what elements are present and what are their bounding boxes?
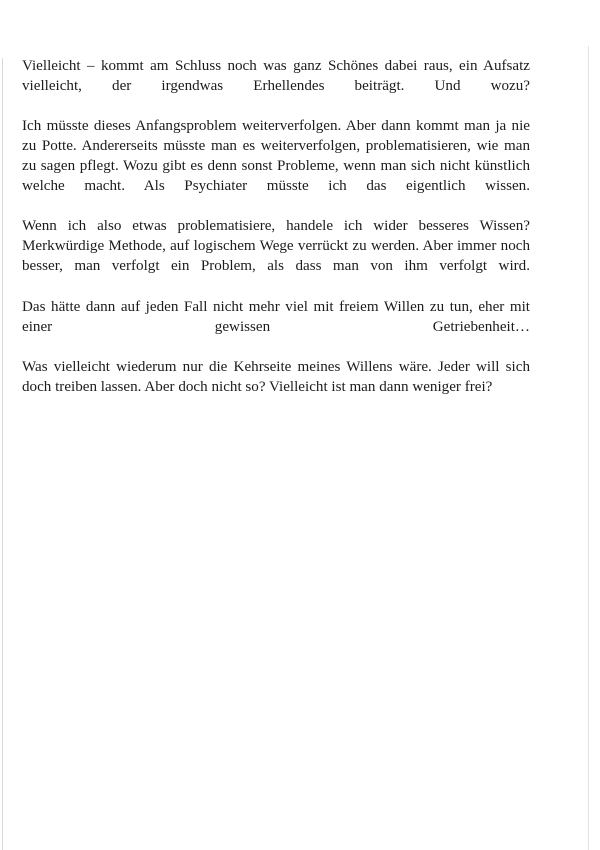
scan-edge-line-right [588, 46, 589, 850]
paragraph: Vielleicht – kommt am Schluss noch was ganz Schönes dabei raus, ein Aufsatz vielleicht, der irgendwas Erhellendes beiträgt. Und wozu? [22, 58, 530, 95]
document-text-body [22, 56, 530, 397]
paragraph: Das hätte dann auf jeden Fall nicht mehr viel mit freiem Willen zu tun, eher mit einer gewissen Getriebenheit… [22, 298, 530, 335]
scan-edge-line-left [2, 58, 3, 850]
paragraph: Ich müsste dieses Anfangsproblem weiterverfolgen. Aber dann kommt man ja nie zu Potte. Andererseits müsste man es weiterverfolgen, problematisieren, wie man zu sagen pflegt. Wozu gibt es denn sonst Probleme, wenn man sich nicht künstlich welche macht. Als Psychiater müsste ich das eigentlich wissen. [22, 118, 530, 195]
paragraph: Wenn ich also etwas problematisiere, handele ich wider besseres Wissen? Merkwürdige Methode, auf logischem Wege verrückt zu werden. Aber immer noch besser, man verfolgt ein Problem, als dass man von ihm verfolgt wird. [22, 218, 530, 275]
paragraph: Was vielleicht wiederum nur die Kehrseite meines Willens wäre. Jeder will sich doch treiben lassen. Aber doch nicht so? Vielleicht ist man dann weniger frei? [22, 358, 530, 395]
